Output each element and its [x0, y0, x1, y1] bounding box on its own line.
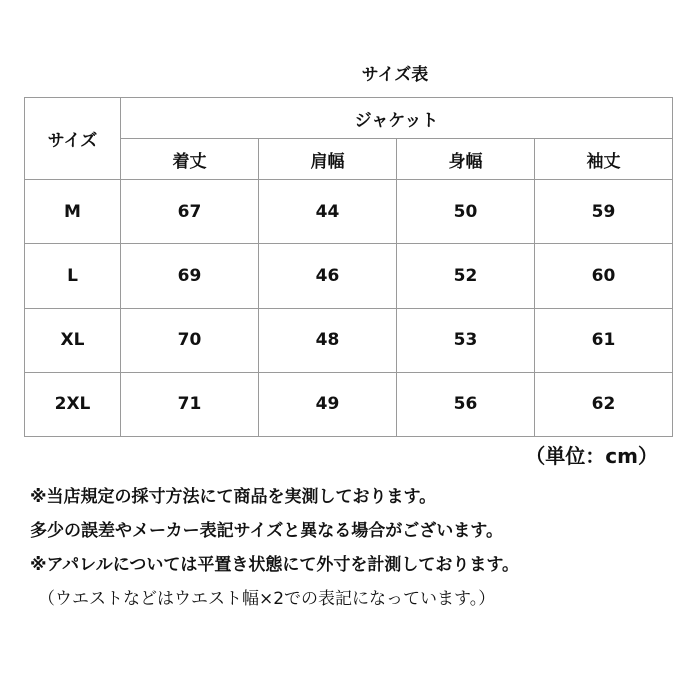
table-cell: 62	[535, 372, 673, 436]
notes	[30, 480, 690, 616]
table-cell: 46	[259, 244, 397, 308]
table-cell: 69	[121, 244, 259, 308]
table-cell: 50	[397, 180, 535, 244]
table-cell: 53	[397, 308, 535, 372]
table-row	[25, 308, 673, 372]
page-title: サイズ表	[361, 65, 429, 85]
size-label: L	[25, 244, 121, 308]
table-cell: 44	[259, 180, 397, 244]
table-row	[25, 372, 673, 436]
column-header-length: 着丈	[121, 139, 259, 180]
note-line: ※アパレルについては平置き状態にて外寸を計測しております。	[30, 555, 520, 575]
column-header-chest: 身幅	[397, 139, 535, 180]
table-row	[25, 180, 673, 244]
size-table	[24, 97, 673, 437]
size-label: 2XL	[25, 372, 121, 436]
table-cell: 56	[397, 372, 535, 436]
size-column-header: サイズ	[25, 98, 121, 180]
note-line: 多少の誤差やメーカー表記サイズと異なる場合がございます。	[30, 521, 503, 541]
table-cell: 71	[121, 372, 259, 436]
unit-label: （単位：cm）	[525, 444, 658, 468]
table-cell: 49	[259, 372, 397, 436]
table-cell: 67	[121, 180, 259, 244]
table-cell: 59	[535, 180, 673, 244]
table-cell: 52	[397, 244, 535, 308]
column-header-shoulder: 肩幅	[259, 139, 397, 180]
table-subheader-row	[25, 139, 673, 180]
table-cell: 60	[535, 244, 673, 308]
note-line: （ウエストなどはウエスト幅×2での表記になっています。）	[38, 589, 496, 609]
table-cell: 70	[121, 308, 259, 372]
size-label: XL	[25, 308, 121, 372]
size-label: M	[25, 180, 121, 244]
table-row	[25, 244, 673, 308]
table-header-row	[25, 98, 673, 139]
column-header-sleeve: 袖丈	[535, 139, 673, 180]
jacket-group-header: ジャケット	[121, 98, 673, 139]
table-cell: 48	[259, 308, 397, 372]
table-cell: 61	[535, 308, 673, 372]
note-line: ※当店規定の採寸方法にて商品を実測しております。	[30, 487, 437, 507]
